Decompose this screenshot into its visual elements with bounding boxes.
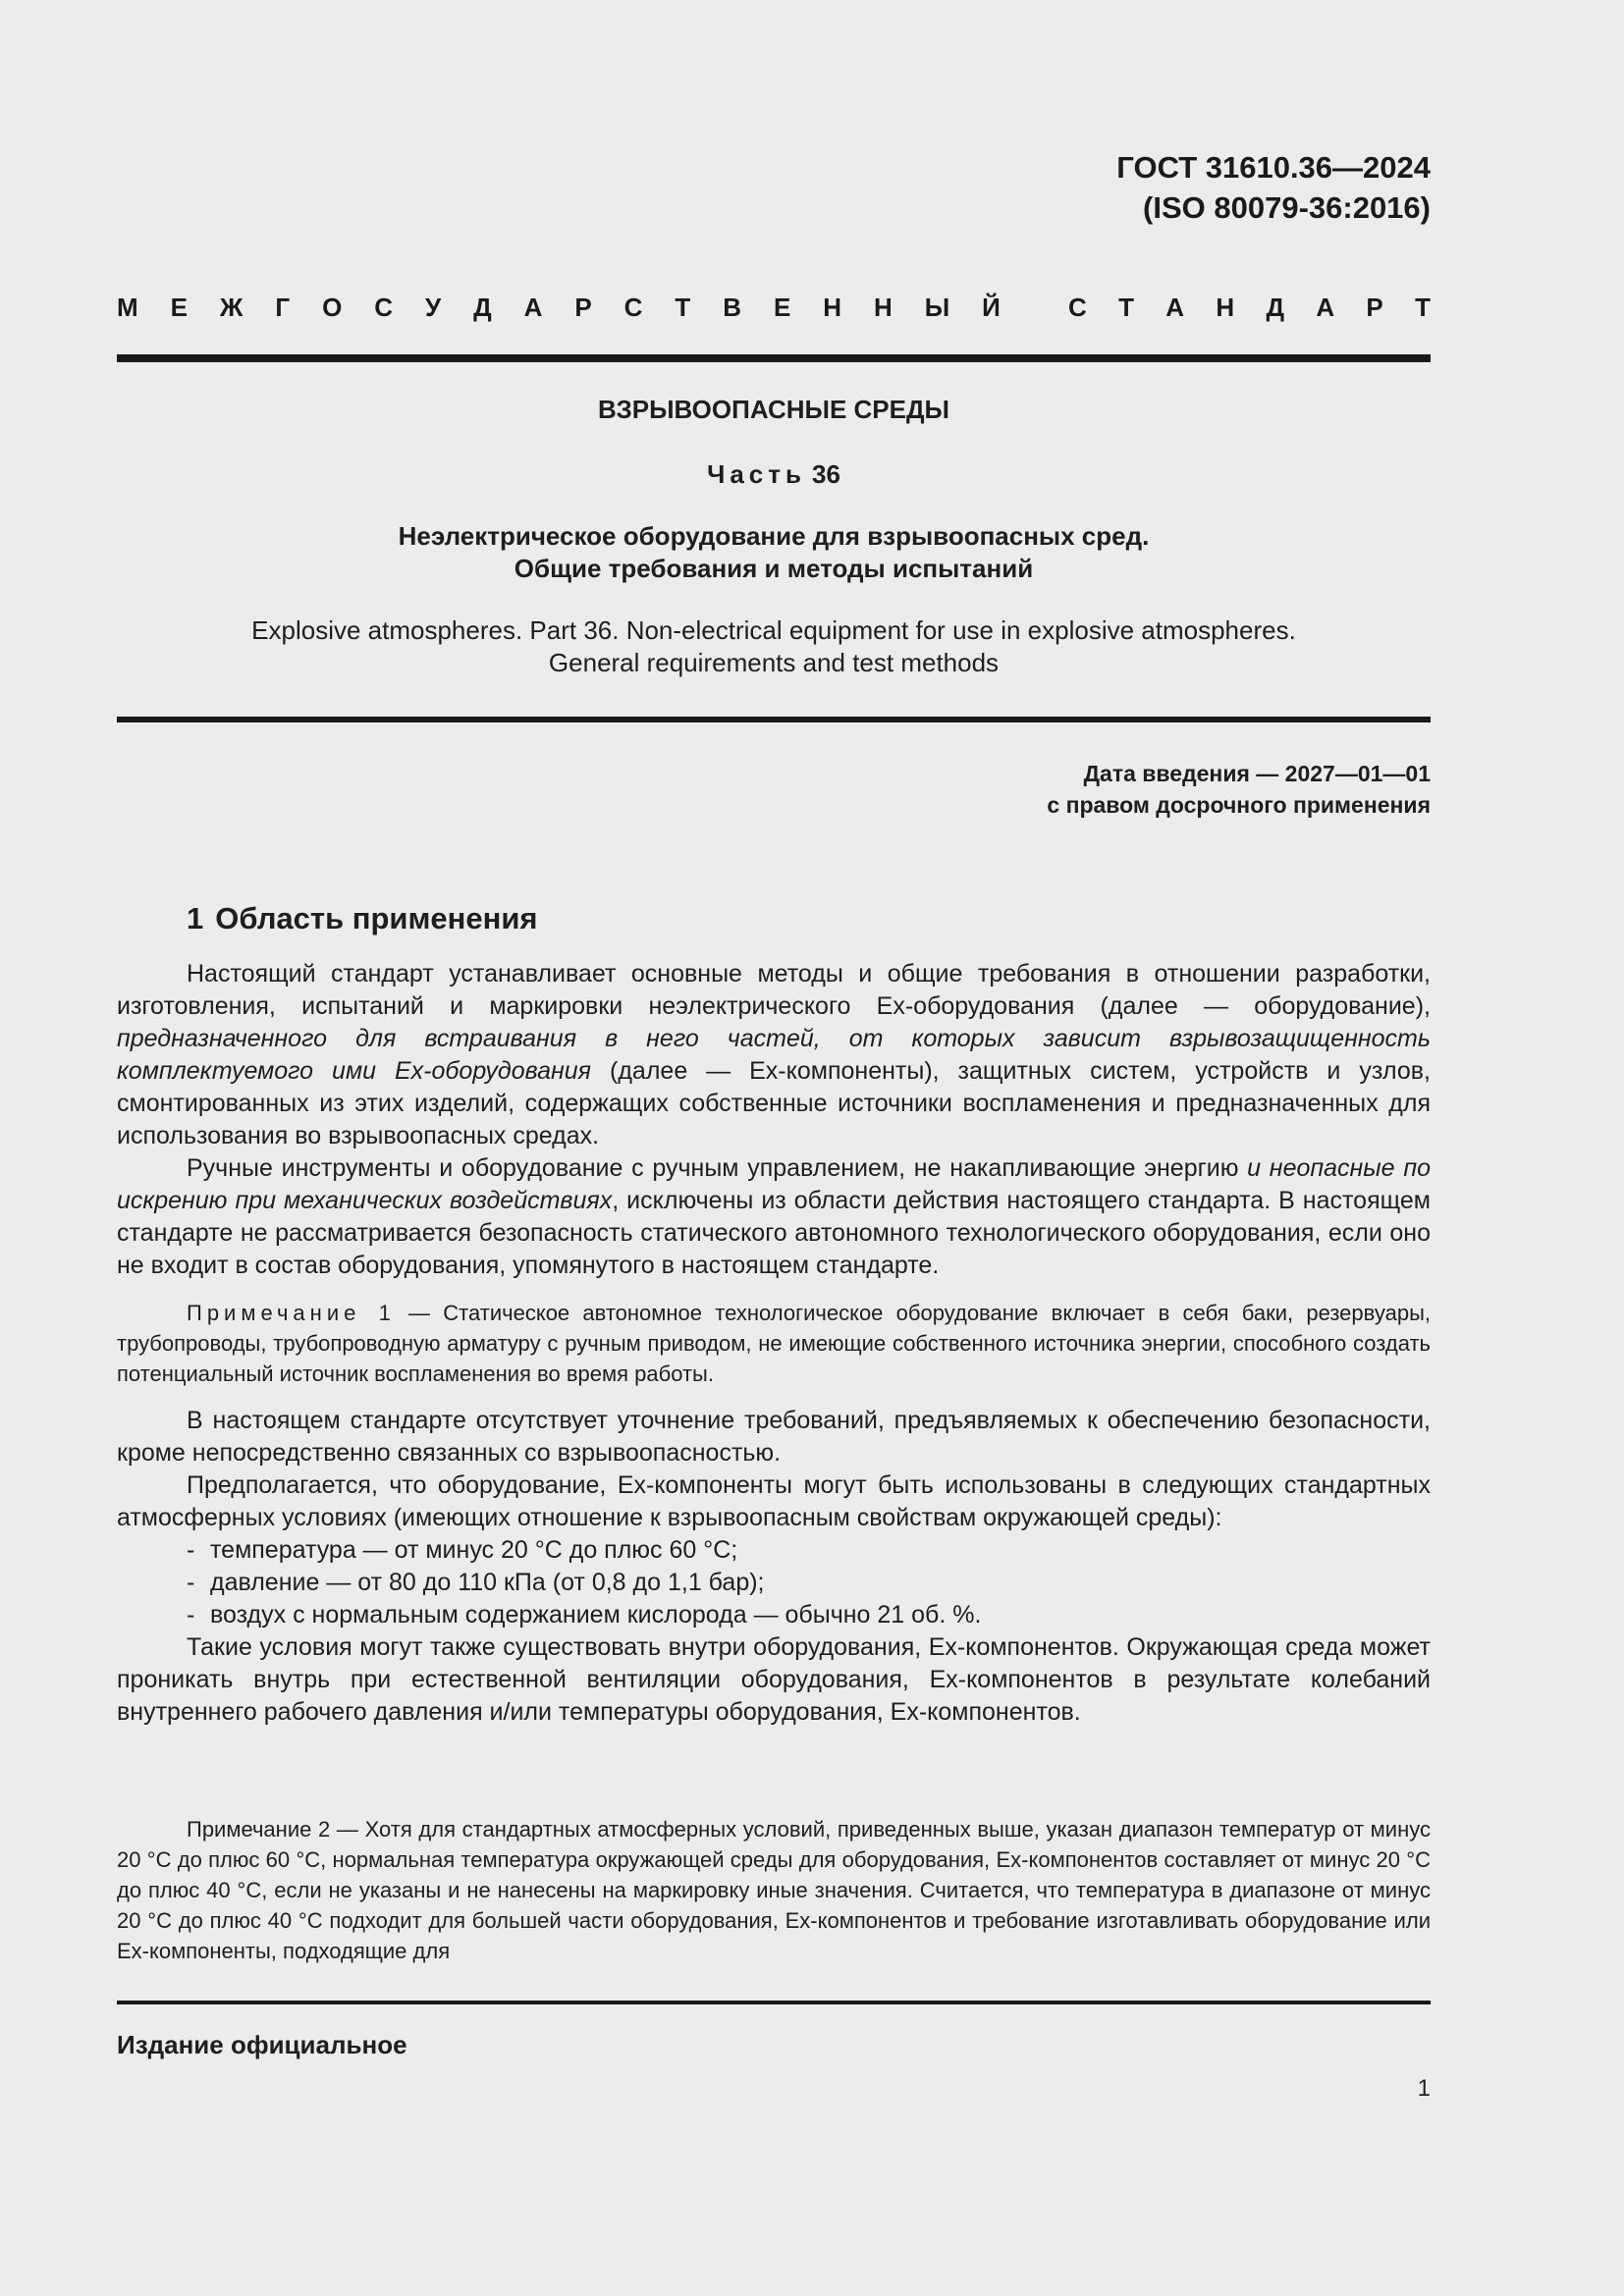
subtitle-line: Общие требования и методы испытаний bbox=[514, 554, 1034, 583]
part-heading bbox=[117, 457, 1431, 491]
section-number: 1 bbox=[187, 901, 204, 935]
title-divider bbox=[117, 717, 1431, 722]
note-label: Примечание 2 bbox=[187, 1817, 331, 1842]
document-page bbox=[117, 0, 1431, 2296]
part-label: Часть bbox=[707, 459, 806, 489]
english-title-line: General requirements and test methods bbox=[548, 648, 1000, 677]
banner-letter: Е bbox=[773, 293, 791, 322]
page-number: 1 bbox=[1417, 2075, 1431, 2102]
banner-letter: Т bbox=[1415, 293, 1431, 322]
banner-letter: Д bbox=[473, 293, 492, 322]
paragraph: Предполагается, что оборудование, Ех-компоненты могут быть использованы в следующих стандартных атмосферных условиях (имеющих отношение к взрывоопасным свойствам окружающей среды): bbox=[117, 1471, 1431, 1531]
standard-designation bbox=[1116, 147, 1431, 228]
note-text: — Хотя для стандартных атмосферных условий, приведенных выше, указан диапазон температур от минус 20 °С до плюс 60 °С, нормальная температура окружающей среды для оборудования, Ех-компонентов составляет от минус 20 °С до плюс 40 °С, если не указаны и не нанесены на маркировку иные значения. Считается, что температура в диапазоне от минус 20 °С до плюс 40 °С подходит для большей части оборудования, Ех-компонентов и требование изготавливать оборудование или Ех-компоненты, подходящие для bbox=[117, 1817, 1431, 1963]
banner-letter: Р bbox=[1366, 293, 1383, 322]
english-title-line: Explosive atmospheres. Part 36. Non-electrical equipment for use in explosive atmospheres. bbox=[251, 615, 1296, 645]
banner-letter: Й bbox=[982, 293, 1001, 322]
banner-letter: С bbox=[1068, 293, 1087, 322]
banner-letter: С bbox=[623, 293, 643, 322]
banner-letter: В bbox=[723, 293, 742, 322]
standard-word bbox=[1068, 291, 1431, 324]
paragraph: Такие условия могут также существовать внутри оборудования, Ех-компонентов. Окружающая среда может проникать внутрь при естественной вентиляции оборудования, Ех-компонентов в результате колебаний внутреннего рабочего давления и/или температуры оборудования, Ех-компонентов. bbox=[117, 1633, 1431, 1726]
banner-letter: Н bbox=[823, 293, 842, 322]
banner-letter: А bbox=[1165, 293, 1185, 322]
note bbox=[117, 1814, 1431, 1966]
introduction-date: Дата введения — 2027—01—01 bbox=[1083, 761, 1431, 786]
iso-reference: (ISO 80079-36:2016) bbox=[1143, 190, 1431, 225]
banner-letter: Н bbox=[874, 293, 893, 322]
list-marker: - bbox=[187, 1601, 195, 1629]
list-item: - воздух с нормальным содержанием кислорода — обычно 21 об. %. bbox=[187, 1599, 1431, 1631]
banner-letter: У bbox=[425, 293, 442, 322]
paragraph: Ручные инструменты и оборудование с ручным управлением, не накапливающие энергию и неопасные по искрению при механических воздействиях, исключены из области действия настоящего стандарта. В настоящем стандарте не рассматривается безопасность статического автономного технологического оборудования, если оно не входит в состав оборудования, упомянутого в настоящем стандарте. bbox=[117, 1154, 1431, 1279]
list-item: - температура — от минус 20 °С до плюс 60 °С; bbox=[187, 1534, 1431, 1567]
banner-letter: А bbox=[1316, 293, 1335, 322]
section-body bbox=[117, 958, 1431, 1729]
subtitle-line: Неэлектрическое оборудование для взрывоопасных сред. bbox=[398, 521, 1150, 551]
banner-letter: Ы bbox=[924, 293, 950, 322]
section-title: Область применения bbox=[215, 901, 538, 935]
edition-label: Издание официальное bbox=[117, 2030, 407, 2059]
italic-text: и неопасные по искрению при механических воздействиях bbox=[117, 1154, 1431, 1214]
banner-letter: А bbox=[523, 293, 543, 322]
list-marker: - bbox=[187, 1536, 195, 1564]
early-application-note: с правом досрочного применения bbox=[1047, 792, 1431, 818]
italic-text: предназначенного для встраивания в него частей, от которых зависит взрывозащищенность комплектуемого ими Ех-оборудования bbox=[117, 1025, 1431, 1085]
list-marker: - bbox=[187, 1569, 195, 1596]
top-divider bbox=[117, 354, 1431, 362]
part-number: 36 bbox=[811, 459, 840, 489]
banner-letter: С bbox=[374, 293, 394, 322]
introduction-date-block bbox=[1047, 758, 1431, 821]
section-heading bbox=[187, 899, 538, 938]
footer-divider bbox=[117, 2001, 1431, 2004]
banner-letter: М bbox=[117, 293, 138, 322]
standard-number: ГОСТ 31610.36—2024 bbox=[1116, 150, 1431, 185]
subtitle bbox=[117, 520, 1431, 585]
interstate-standard-banner bbox=[117, 291, 1431, 324]
banner-letter: Н bbox=[1216, 293, 1235, 322]
english-title bbox=[117, 614, 1431, 679]
banner-letter: Д bbox=[1266, 293, 1285, 322]
paragraph: В настоящем стандарте отсутствует уточнение требований, предъявляемых к обеспечению безопасности, кроме непосредственно связанных со взрывоопасностью. bbox=[117, 1407, 1431, 1467]
banner-letter: Е bbox=[170, 293, 188, 322]
main-title: ВЗРЫВООПАСНЫЕ СРЕДЫ bbox=[598, 395, 949, 424]
banner-letter: Т bbox=[1118, 293, 1134, 322]
paragraph: Настоящий стандарт устанавливает основные методы и общие требования в отношении разработки, изготовления, испытаний и маркировки неэлектрического Ех-оборудования (далее — оборудование), предназначенного для встраивания в него частей, от которых зависит взрывозащищенность комплектуемого ими Ех-оборудования (далее — Ех-компоненты), защитных систем, устройств и узлов, смонтированных из этих изделий, содержащих собственные источники воспламенения и предназначенных для использования во взрывоопасных средах. bbox=[117, 960, 1431, 1149]
banner-letter: О bbox=[322, 293, 343, 322]
banner-letter: Р bbox=[574, 293, 592, 322]
interstate-word bbox=[117, 291, 1001, 324]
banner-letter: Г bbox=[275, 293, 291, 322]
note bbox=[117, 1298, 1431, 1389]
note-label: Примечание 1 bbox=[187, 1301, 396, 1325]
list-item: - давление — от 80 до 110 кПа (от 0,8 до 1,1 бар); bbox=[187, 1567, 1431, 1599]
note-text: — Статическое автономное технологическое оборудование включает в себя баки, резервуары, трубопроводы, трубопроводную арматуру с ручным приводом, не имеющие собственного источника энергии, способного создать потенциальный источник воспламенения во время работы. bbox=[117, 1301, 1431, 1386]
banner-letter: Т bbox=[675, 293, 691, 322]
banner-letter: Ж bbox=[219, 293, 244, 322]
conditions-list bbox=[117, 1534, 1431, 1631]
